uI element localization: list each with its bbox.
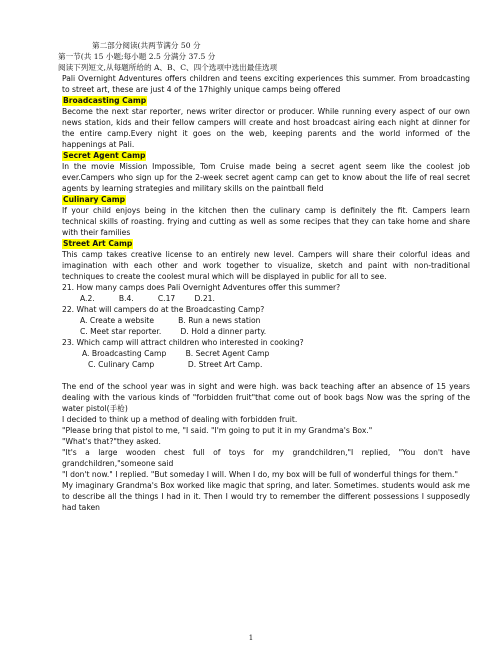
passage-b-paragraph: "I don't now." I replied. "But someday I will. When I do, my box will be full of wonderful things for them." (62, 470, 458, 479)
question-stem: 23. Which camp will attract children who interested in cooking? (62, 338, 304, 347)
passage-b-paragraph: The end of the school year was in sight and were high. was back teaching after an absence of 15 years dealing with the various kinds of "forbidden fruit"that come out of book bags Now was the spring of the water pistol(手枪) (62, 382, 470, 413)
instruction: 阅读下列短文,从每题所给的 A、B、C、四个选项中选出最佳选项 (58, 63, 278, 72)
passage-b-paragraph: "It's a large wooden chest full of toys for my grandchildren,"I replied, "You don't have grandchildren,"someone said (62, 448, 470, 468)
camp-text: Become the next star reporter, news writer director or producer. While running every aspect of our own news station, kids and their fellow campers will create and host broadcast airing each night at dinner for the entire camp.Every night it goes on the web, keeping parents and the world informed of the happenings at Pali. (62, 107, 470, 149)
camp-heading: Street Art Camp (63, 239, 133, 248)
question-stem: 21. How many camps does Pali Overnight Adventures offer this summer? (62, 283, 341, 292)
section-title: 第一节(共 15 小题;每小题 2.5 分满分 37.5 分 (58, 52, 216, 61)
camp-text: This camp takes creative license to an entirely new level. Campers will share their colorful ideas and imagination with each other and work together to visualize, sketch and paint with non-traditional techniques to create the coolest mural which will be displayed in public for all to see. (62, 250, 470, 281)
question-stem: 22. What will campers do at the Broadcasting Camp? (62, 305, 265, 314)
camp-heading: Broadcasting Camp (63, 96, 147, 105)
question-options: C. Culinary Camp D. Street Art Camp. (88, 360, 263, 369)
question-options: A. Broadcasting Camp B. Secret Agent Camp (82, 349, 270, 358)
camp-heading: Culinary Camp (63, 195, 126, 204)
part-title: 第二部分阅读(共两节满分 50 分 (92, 41, 201, 50)
passage-b-paragraph: I decided to think up a method of dealing with forbidden fruit. (62, 415, 298, 424)
camp-heading: Secret Agent Camp (63, 151, 146, 160)
passage-b-paragraph: "What's that?"they asked. (62, 437, 161, 446)
question-options: A. Create a website B. Run a news station (80, 316, 261, 325)
page-content (58, 40, 470, 513)
passage-b-paragraph: "Please bring that pistol to me, "I said. "I'm going to put it in my Grandma's Box." (62, 426, 373, 435)
camp-text: If your child enjoys being in the kitchen then the culinary camp is definitely the fit. Campers learn technical skills of roasting. frying and cutting as well as some recipes that they can take home and share with their families (62, 206, 470, 237)
passage-b-paragraph: My imaginary Grandma's Box worked like magic that spring, and later. Sometimes. students would ask me to describe all the things I had in it. Then I would try to remember the different possessions I supposedly had taken (62, 481, 470, 512)
camp-text: In the movie Mission Impossible, Tom Cruise made being a secret agent seem like the coolest job ever.Campers who sign up for the 2-week secret agent camp can get to know about the life of real secret agents by learning strategies and military skills on the paintball field (62, 162, 470, 193)
page-number: 1 (248, 634, 254, 642)
spacer (58, 370, 470, 381)
question-options: A.2. B.4. C.17 D.21. (80, 294, 215, 303)
question-options: C. Meet star reporter. D. Hold a dinner party. (80, 327, 267, 336)
passage-a-intro: Pali Overnight Adventures offers children and teens exciting experiences this summer. From broadcasting to street art, these are just 4 of the 17highly unique camps being offered (62, 74, 470, 94)
